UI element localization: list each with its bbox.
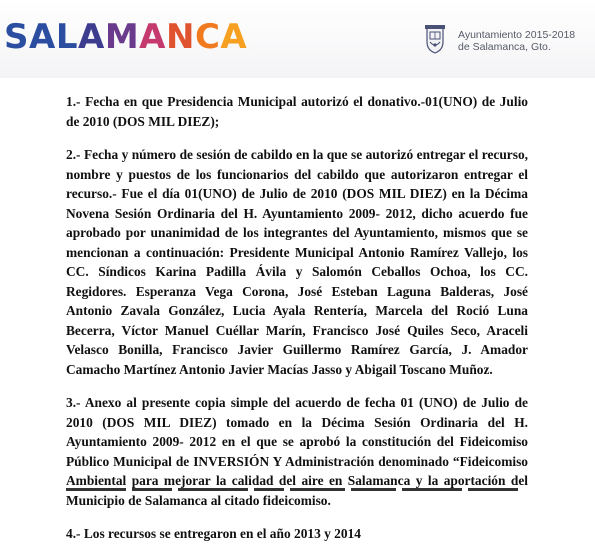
document-body xyxy=(66,92,528,544)
logo-letter: L xyxy=(55,17,78,57)
org-line-1: Ayuntamiento 2015-2018 xyxy=(458,29,576,41)
logo-letter: A xyxy=(78,17,105,57)
numbered-item-4: 4.- Los recursos se entregaron en el año 2013 y 2014 xyxy=(66,526,361,541)
letterhead xyxy=(0,0,595,78)
numbered-item-3: 3.- Anexo al presente copia simple del acuerdo de fecha 01 (UNO) de Julio de 2010 (DOS MIL DIEZ) tomado en la Décima Sesión Ordinaria del H. Ayuntamiento 2009- 2012 en el que se aprobó la constitución del Fideicomiso Público Municipal de INVERSIÓN Y Administración denominado “Fideicomiso Ambiental para mejorar la calidad del aire en Salamanca y la aportación del Municipio de Salamanca al citado fideicomiso. xyxy=(66,395,528,508)
organization-name xyxy=(458,29,575,53)
org-line-2: de Salamanca, Gto. xyxy=(458,41,551,53)
numbered-item-2: 2.- Fecha y número de sesión de cabildo en la que se autorizó entregar el recurso, nombre y puestos de los funcionarios del cabildo que autorizaron entregar el recurso.- Fue el día 01(UNO) de Julio de 2010 (DOS MIL DIEZ) en la Décima Novena Sesión Ordinaria del H. Ayuntamiento 2009- 2012, dicho acuerdo fue aprobado por unanimidad de los integrantes del Ayuntamiento, mismos que se mencionan a continuación: Presidente Municipal Antonio Ramírez Vallejo, los CC. Síndicos Karina Padilla Ávila y Salomón Ceballos Ochoa, los CC. Regidores. Esperanza Vega Corona, José Esteban Laguna Balderas, José Antonio Zavala González, Lucia Ayala Rentería, Marcela del Roció Luna Becerra, Víctor Manuel Cuéllar Marín, Francisco José Quiles Seco, Araceli Velasco Bonilla, Francisco Javier Guillermo Ramírez García, J. Amador Camacho Martínez Antonio Javier Macías Jasso y Abigail Toscano Muñoz. xyxy=(66,147,528,377)
salamanca-logo xyxy=(4,17,248,57)
logo-letter: S xyxy=(4,17,29,57)
logo-letter: M xyxy=(104,17,140,57)
municipal-crest-icon xyxy=(424,24,446,54)
logo-letter: A xyxy=(220,17,248,57)
numbered-item-1: 1.- Fecha en que Presidencia Municipal autorizó el donativo.-01(UNO) de Julio de 2010 (DOS MIL DIEZ); xyxy=(66,94,528,129)
logo-letter: N xyxy=(166,17,195,57)
logo-letter: C xyxy=(194,17,221,57)
logo-letter: A xyxy=(29,17,56,57)
logo-letter: A xyxy=(139,17,166,57)
cropped-next-line xyxy=(66,488,528,494)
